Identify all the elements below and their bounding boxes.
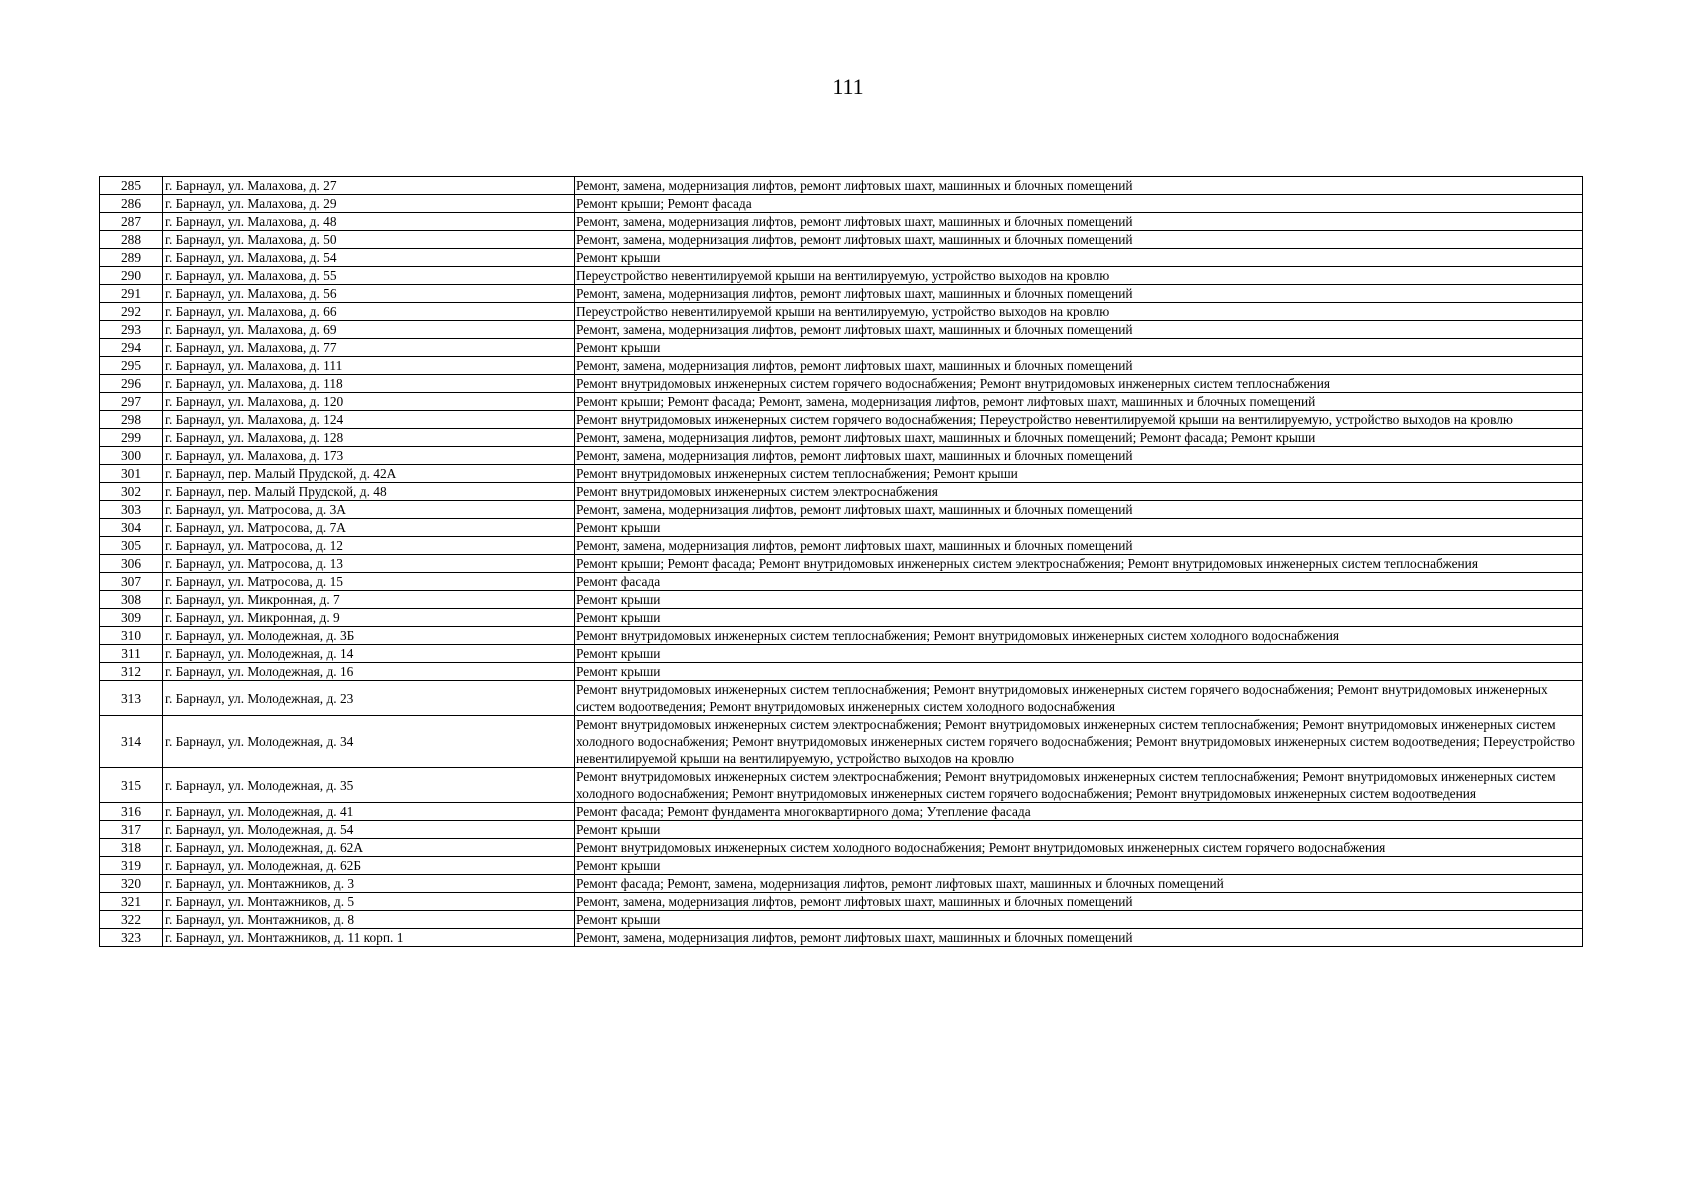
row-number-cell: 296 [100, 375, 163, 393]
address-cell: г. Барнаул, ул. Матросова, д. 13 [163, 555, 575, 573]
address-cell: г. Барнаул, ул. Монтажников, д. 3 [163, 875, 575, 893]
row-number-cell: 316 [100, 803, 163, 821]
works-cell: Ремонт внутридомовых инженерных систем холодного водоснабжения; Ремонт внутридомовых инженерных систем горячего водоснабжения [575, 839, 1583, 857]
works-cell: Ремонт внутридомовых инженерных систем горячего водоснабжения; Ремонт внутридомовых инженерных систем теплоснабжения [575, 375, 1583, 393]
table-row [100, 929, 1583, 947]
row-number-cell: 315 [100, 768, 163, 803]
address-cell: г. Барнаул, ул. Малахова, д. 27 [163, 177, 575, 195]
table-row [100, 231, 1583, 249]
works-cell: Ремонт крыши [575, 911, 1583, 929]
address-cell: г. Барнаул, ул. Малахова, д. 124 [163, 411, 575, 429]
works-cell: Ремонт, замена, модернизация лифтов, ремонт лифтовых шахт, машинных и блочных помещений [575, 357, 1583, 375]
works-cell: Переустройство невентилируемой крыши на вентилируемую, устройство выходов на кровлю [575, 303, 1583, 321]
row-number-cell: 307 [100, 573, 163, 591]
address-cell: г. Барнаул, ул. Малахова, д. 120 [163, 393, 575, 411]
works-cell: Ремонт, замена, модернизация лифтов, ремонт лифтовых шахт, машинных и блочных помещений [575, 893, 1583, 911]
row-number-cell: 314 [100, 716, 163, 768]
table-row [100, 681, 1583, 716]
address-cell: г. Барнаул, ул. Микронная, д. 7 [163, 591, 575, 609]
row-number-cell: 295 [100, 357, 163, 375]
row-number-cell: 305 [100, 537, 163, 555]
row-number-cell: 318 [100, 839, 163, 857]
works-cell: Ремонт, замена, модернизация лифтов, ремонт лифтовых шахт, машинных и блочных помещений [575, 231, 1583, 249]
address-cell: г. Барнаул, ул. Молодежная, д. 35 [163, 768, 575, 803]
table-row [100, 716, 1583, 768]
row-number-cell: 323 [100, 929, 163, 947]
repair-schedule-table [99, 176, 1583, 947]
row-number-cell: 297 [100, 393, 163, 411]
works-cell: Ремонт крыши [575, 609, 1583, 627]
table-row [100, 321, 1583, 339]
table-row [100, 303, 1583, 321]
table-row [100, 177, 1583, 195]
address-cell: г. Барнаул, ул. Малахова, д. 77 [163, 339, 575, 357]
address-cell: г. Барнаул, ул. Молодежная, д. 54 [163, 821, 575, 839]
address-cell: г. Барнаул, ул. Малахова, д. 55 [163, 267, 575, 285]
table-row [100, 663, 1583, 681]
table-row [100, 267, 1583, 285]
row-number-cell: 308 [100, 591, 163, 609]
works-cell: Ремонт внутридомовых инженерных систем теплоснабжения; Ремонт внутридомовых инженерных систем холодного водоснабжения [575, 627, 1583, 645]
address-cell: г. Барнаул, ул. Малахова, д. 69 [163, 321, 575, 339]
row-number-cell: 299 [100, 429, 163, 447]
works-cell: Ремонт крыши [575, 857, 1583, 875]
table-row [100, 249, 1583, 267]
works-cell: Ремонт фасада; Ремонт фундамента многоквартирного дома; Утепление фасада [575, 803, 1583, 821]
table-row [100, 519, 1583, 537]
works-cell: Ремонт крыши [575, 821, 1583, 839]
row-number-cell: 320 [100, 875, 163, 893]
works-cell: Ремонт крыши [575, 663, 1583, 681]
table-row [100, 465, 1583, 483]
row-number-cell: 285 [100, 177, 163, 195]
row-number-cell: 311 [100, 645, 163, 663]
works-cell: Ремонт крыши; Ремонт фасада [575, 195, 1583, 213]
row-number-cell: 294 [100, 339, 163, 357]
table-row [100, 573, 1583, 591]
row-number-cell: 287 [100, 213, 163, 231]
address-cell: г. Барнаул, ул. Молодежная, д. 62А [163, 839, 575, 857]
table-row [100, 875, 1583, 893]
table-row [100, 893, 1583, 911]
table-row [100, 393, 1583, 411]
row-number-cell: 290 [100, 267, 163, 285]
works-cell: Ремонт крыши; Ремонт фасада; Ремонт, замена, модернизация лифтов, ремонт лифтовых шахт, машинных и блочных помещений [575, 393, 1583, 411]
row-number-cell: 309 [100, 609, 163, 627]
works-cell: Ремонт, замена, модернизация лифтов, ремонт лифтовых шахт, машинных и блочных помещений [575, 321, 1583, 339]
works-cell: Ремонт внутридомовых инженерных систем электроснабжения [575, 483, 1583, 501]
row-number-cell: 310 [100, 627, 163, 645]
table-row [100, 768, 1583, 803]
row-number-cell: 304 [100, 519, 163, 537]
row-number-cell: 319 [100, 857, 163, 875]
table-row [100, 645, 1583, 663]
row-number-cell: 313 [100, 681, 163, 716]
row-number-cell: 291 [100, 285, 163, 303]
table-row [100, 803, 1583, 821]
row-number-cell: 303 [100, 501, 163, 519]
works-cell: Ремонт, замена, модернизация лифтов, ремонт лифтовых шахт, машинных и блочных помещений [575, 929, 1583, 947]
row-number-cell: 286 [100, 195, 163, 213]
works-cell: Ремонт, замена, модернизация лифтов, ремонт лифтовых шахт, машинных и блочных помещений [575, 447, 1583, 465]
address-cell: г. Барнаул, ул. Молодежная, д. 16 [163, 663, 575, 681]
address-cell: г. Барнаул, ул. Малахова, д. 173 [163, 447, 575, 465]
table-row [100, 555, 1583, 573]
works-cell: Ремонт, замена, модернизация лифтов, ремонт лифтовых шахт, машинных и блочных помещений [575, 501, 1583, 519]
address-cell: г. Барнаул, ул. Малахова, д. 48 [163, 213, 575, 231]
address-cell: г. Барнаул, ул. Молодежная, д. 3Б [163, 627, 575, 645]
works-cell: Ремонт, замена, модернизация лифтов, ремонт лифтовых шахт, машинных и блочных помещений [575, 213, 1583, 231]
table-row [100, 839, 1583, 857]
row-number-cell: 292 [100, 303, 163, 321]
row-number-cell: 289 [100, 249, 163, 267]
address-cell: г. Барнаул, ул. Матросова, д. 15 [163, 573, 575, 591]
table-row [100, 285, 1583, 303]
row-number-cell: 312 [100, 663, 163, 681]
table-row [100, 429, 1583, 447]
row-number-cell: 321 [100, 893, 163, 911]
works-cell: Ремонт фасада; Ремонт, замена, модернизация лифтов, ремонт лифтовых шахт, машинных и блочных помещений [575, 875, 1583, 893]
row-number-cell: 306 [100, 555, 163, 573]
address-cell: г. Барнаул, ул. Матросова, д. 7А [163, 519, 575, 537]
table-row [100, 501, 1583, 519]
row-number-cell: 288 [100, 231, 163, 249]
table-row [100, 821, 1583, 839]
row-number-cell: 302 [100, 483, 163, 501]
works-cell: Ремонт крыши [575, 339, 1583, 357]
table-row [100, 627, 1583, 645]
works-cell: Ремонт, замена, модернизация лифтов, ремонт лифтовых шахт, машинных и блочных помещений; Ремонт фасада; Ремонт крыши [575, 429, 1583, 447]
works-cell: Ремонт крыши [575, 249, 1583, 267]
works-cell: Ремонт крыши [575, 591, 1583, 609]
address-cell: г. Барнаул, ул. Монтажников, д. 8 [163, 911, 575, 929]
works-cell: Ремонт, замена, модернизация лифтов, ремонт лифтовых шахт, машинных и блочных помещений [575, 177, 1583, 195]
address-cell: г. Барнаул, ул. Малахова, д. 54 [163, 249, 575, 267]
address-cell: г. Барнаул, пер. Малый Прудской, д. 42А [163, 465, 575, 483]
address-cell: г. Барнаул, ул. Монтажников, д. 5 [163, 893, 575, 911]
table-row [100, 911, 1583, 929]
works-cell: Ремонт внутридомовых инженерных систем горячего водоснабжения; Переустройство невентилируемой крыши на вентилируемую, устройство выходов на кровлю [575, 411, 1583, 429]
table-row [100, 339, 1583, 357]
address-cell: г. Барнаул, ул. Малахова, д. 56 [163, 285, 575, 303]
table-row [100, 411, 1583, 429]
address-cell: г. Барнаул, ул. Малахова, д. 128 [163, 429, 575, 447]
table-row [100, 483, 1583, 501]
works-cell: Ремонт внутридомовых инженерных систем электроснабжения; Ремонт внутридомовых инженерных систем теплоснабжения; Ремонт внутридомовых инженерных систем холодного водоснабжения; Ремонт внутридомовых инженерных систем горячего водоснабжения; Ремонт внутридомовых инженерных систем водоотведения [575, 768, 1583, 803]
table-row [100, 195, 1583, 213]
row-number-cell: 317 [100, 821, 163, 839]
address-cell: г. Барнаул, ул. Матросова, д. 3А [163, 501, 575, 519]
works-cell: Ремонт внутридомовых инженерных систем теплоснабжения; Ремонт внутридомовых инженерных систем горячего водоснабжения; Ремонт внутридомовых инженерных систем водоотведения; Ремонт внутридомовых инженерных систем холодного водоснабжения [575, 681, 1583, 716]
works-cell: Ремонт фасада [575, 573, 1583, 591]
address-cell: г. Барнаул, ул. Малахова, д. 50 [163, 231, 575, 249]
row-number-cell: 293 [100, 321, 163, 339]
row-number-cell: 301 [100, 465, 163, 483]
address-cell: г. Барнаул, ул. Малахова, д. 29 [163, 195, 575, 213]
row-number-cell: 298 [100, 411, 163, 429]
address-cell: г. Барнаул, ул. Молодежная, д. 34 [163, 716, 575, 768]
table-row [100, 447, 1583, 465]
address-cell: г. Барнаул, ул. Матросова, д. 12 [163, 537, 575, 555]
works-cell: Переустройство невентилируемой крыши на вентилируемую, устройство выходов на кровлю [575, 267, 1583, 285]
works-cell: Ремонт, замена, модернизация лифтов, ремонт лифтовых шахт, машинных и блочных помещений [575, 537, 1583, 555]
address-cell: г. Барнаул, ул. Малахова, д. 111 [163, 357, 575, 375]
address-cell: г. Барнаул, ул. Малахова, д. 118 [163, 375, 575, 393]
works-cell: Ремонт крыши [575, 645, 1583, 663]
table-row [100, 609, 1583, 627]
address-cell: г. Барнаул, ул. Молодежная, д. 62Б [163, 857, 575, 875]
row-number-cell: 322 [100, 911, 163, 929]
page-number: 111 [832, 74, 864, 99]
table-row [100, 357, 1583, 375]
table-body [100, 177, 1583, 947]
address-cell: г. Барнаул, ул. Молодежная, д. 14 [163, 645, 575, 663]
works-cell: Ремонт крыши [575, 519, 1583, 537]
address-cell: г. Барнаул, ул. Монтажников, д. 11 корп. 1 [163, 929, 575, 947]
table-row [100, 213, 1583, 231]
works-cell: Ремонт внутридомовых инженерных систем электроснабжения; Ремонт внутридомовых инженерных систем теплоснабжения; Ремонт внутридомовых инженерных систем холодного водоснабжения; Ремонт внутридомовых инженерных систем горячего водоснабжения; Ремонт внутридомовых инженерных систем водоотведения; Переустройство невентилируемой крыши на вентилируемую, устройство выходов на кровлю [575, 716, 1583, 768]
works-cell: Ремонт крыши; Ремонт фасада; Ремонт внутридомовых инженерных систем электроснабжения; Ремонт внутридомовых инженерных систем теплоснабжения [575, 555, 1583, 573]
address-cell: г. Барнаул, ул. Молодежная, д. 23 [163, 681, 575, 716]
table-row [100, 537, 1583, 555]
row-number-cell: 300 [100, 447, 163, 465]
works-cell: Ремонт внутридомовых инженерных систем теплоснабжения; Ремонт крыши [575, 465, 1583, 483]
address-cell: г. Барнаул, ул. Молодежная, д. 41 [163, 803, 575, 821]
table-row [100, 375, 1583, 393]
table-row [100, 591, 1583, 609]
address-cell: г. Барнаул, ул. Малахова, д. 66 [163, 303, 575, 321]
address-cell: г. Барнаул, пер. Малый Прудской, д. 48 [163, 483, 575, 501]
address-cell: г. Барнаул, ул. Микронная, д. 9 [163, 609, 575, 627]
table-row [100, 857, 1583, 875]
works-cell: Ремонт, замена, модернизация лифтов, ремонт лифтовых шахт, машинных и блочных помещений [575, 285, 1583, 303]
